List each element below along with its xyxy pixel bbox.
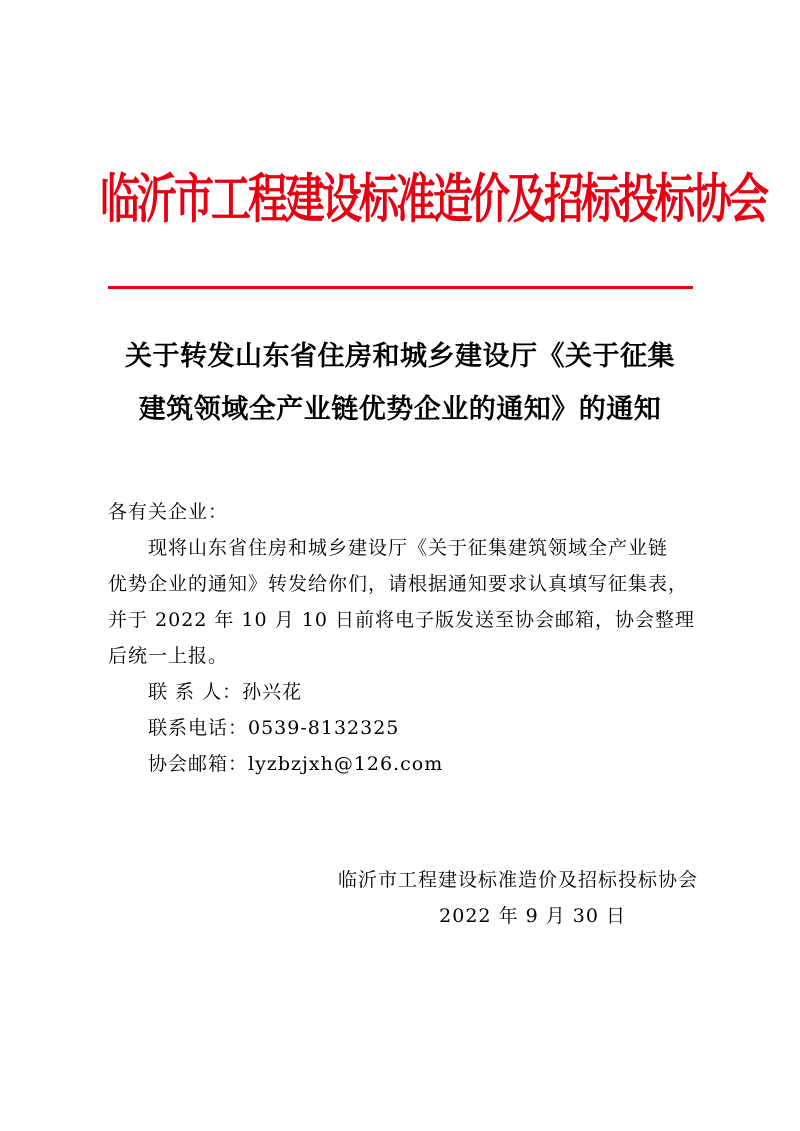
letterhead-organization-name: 临沂市工程建设标准造价及招标投标协会 [100,169,766,231]
paragraph-line-1: 现将山东省住房和城乡建设厅《关于征集建筑领域全产业链 [148,537,669,559]
contact-phone: 联系电话：0539-8132325 [148,717,400,739]
signature-block [300,862,698,934]
paragraph-line-4: 后统一上报。 [108,645,229,667]
signature-organization: 临沂市工程建设标准造价及招标投标协会 [337,869,698,891]
paragraph-line-3: 并于 2022 年 10 月 10 日前将电子版发送至协会邮箱，协会整理 [108,609,695,631]
document-title-line-1: 关于转发山东省住房和城乡建设厅《关于征集 [125,341,675,372]
body-paragraph [108,530,698,674]
signature-date: 2022 年 9 月 30 日 [439,905,626,927]
document-title-line-2: 建筑领域全产业链优势企业的通知》的通知 [138,394,662,425]
salutation: 各有关企业： [108,501,229,523]
contact-person: 联 系 人：孙兴花 [148,681,303,703]
contact-info [108,674,698,782]
document-title [90,330,710,436]
contact-email: 协会邮箱：lyzbzjxh@126.com [148,753,444,775]
letterhead-red-rule [108,286,693,289]
paragraph-line-2: 优势企业的通知》转发给你们，请根据通知要求认真填写征集表， [108,573,689,595]
